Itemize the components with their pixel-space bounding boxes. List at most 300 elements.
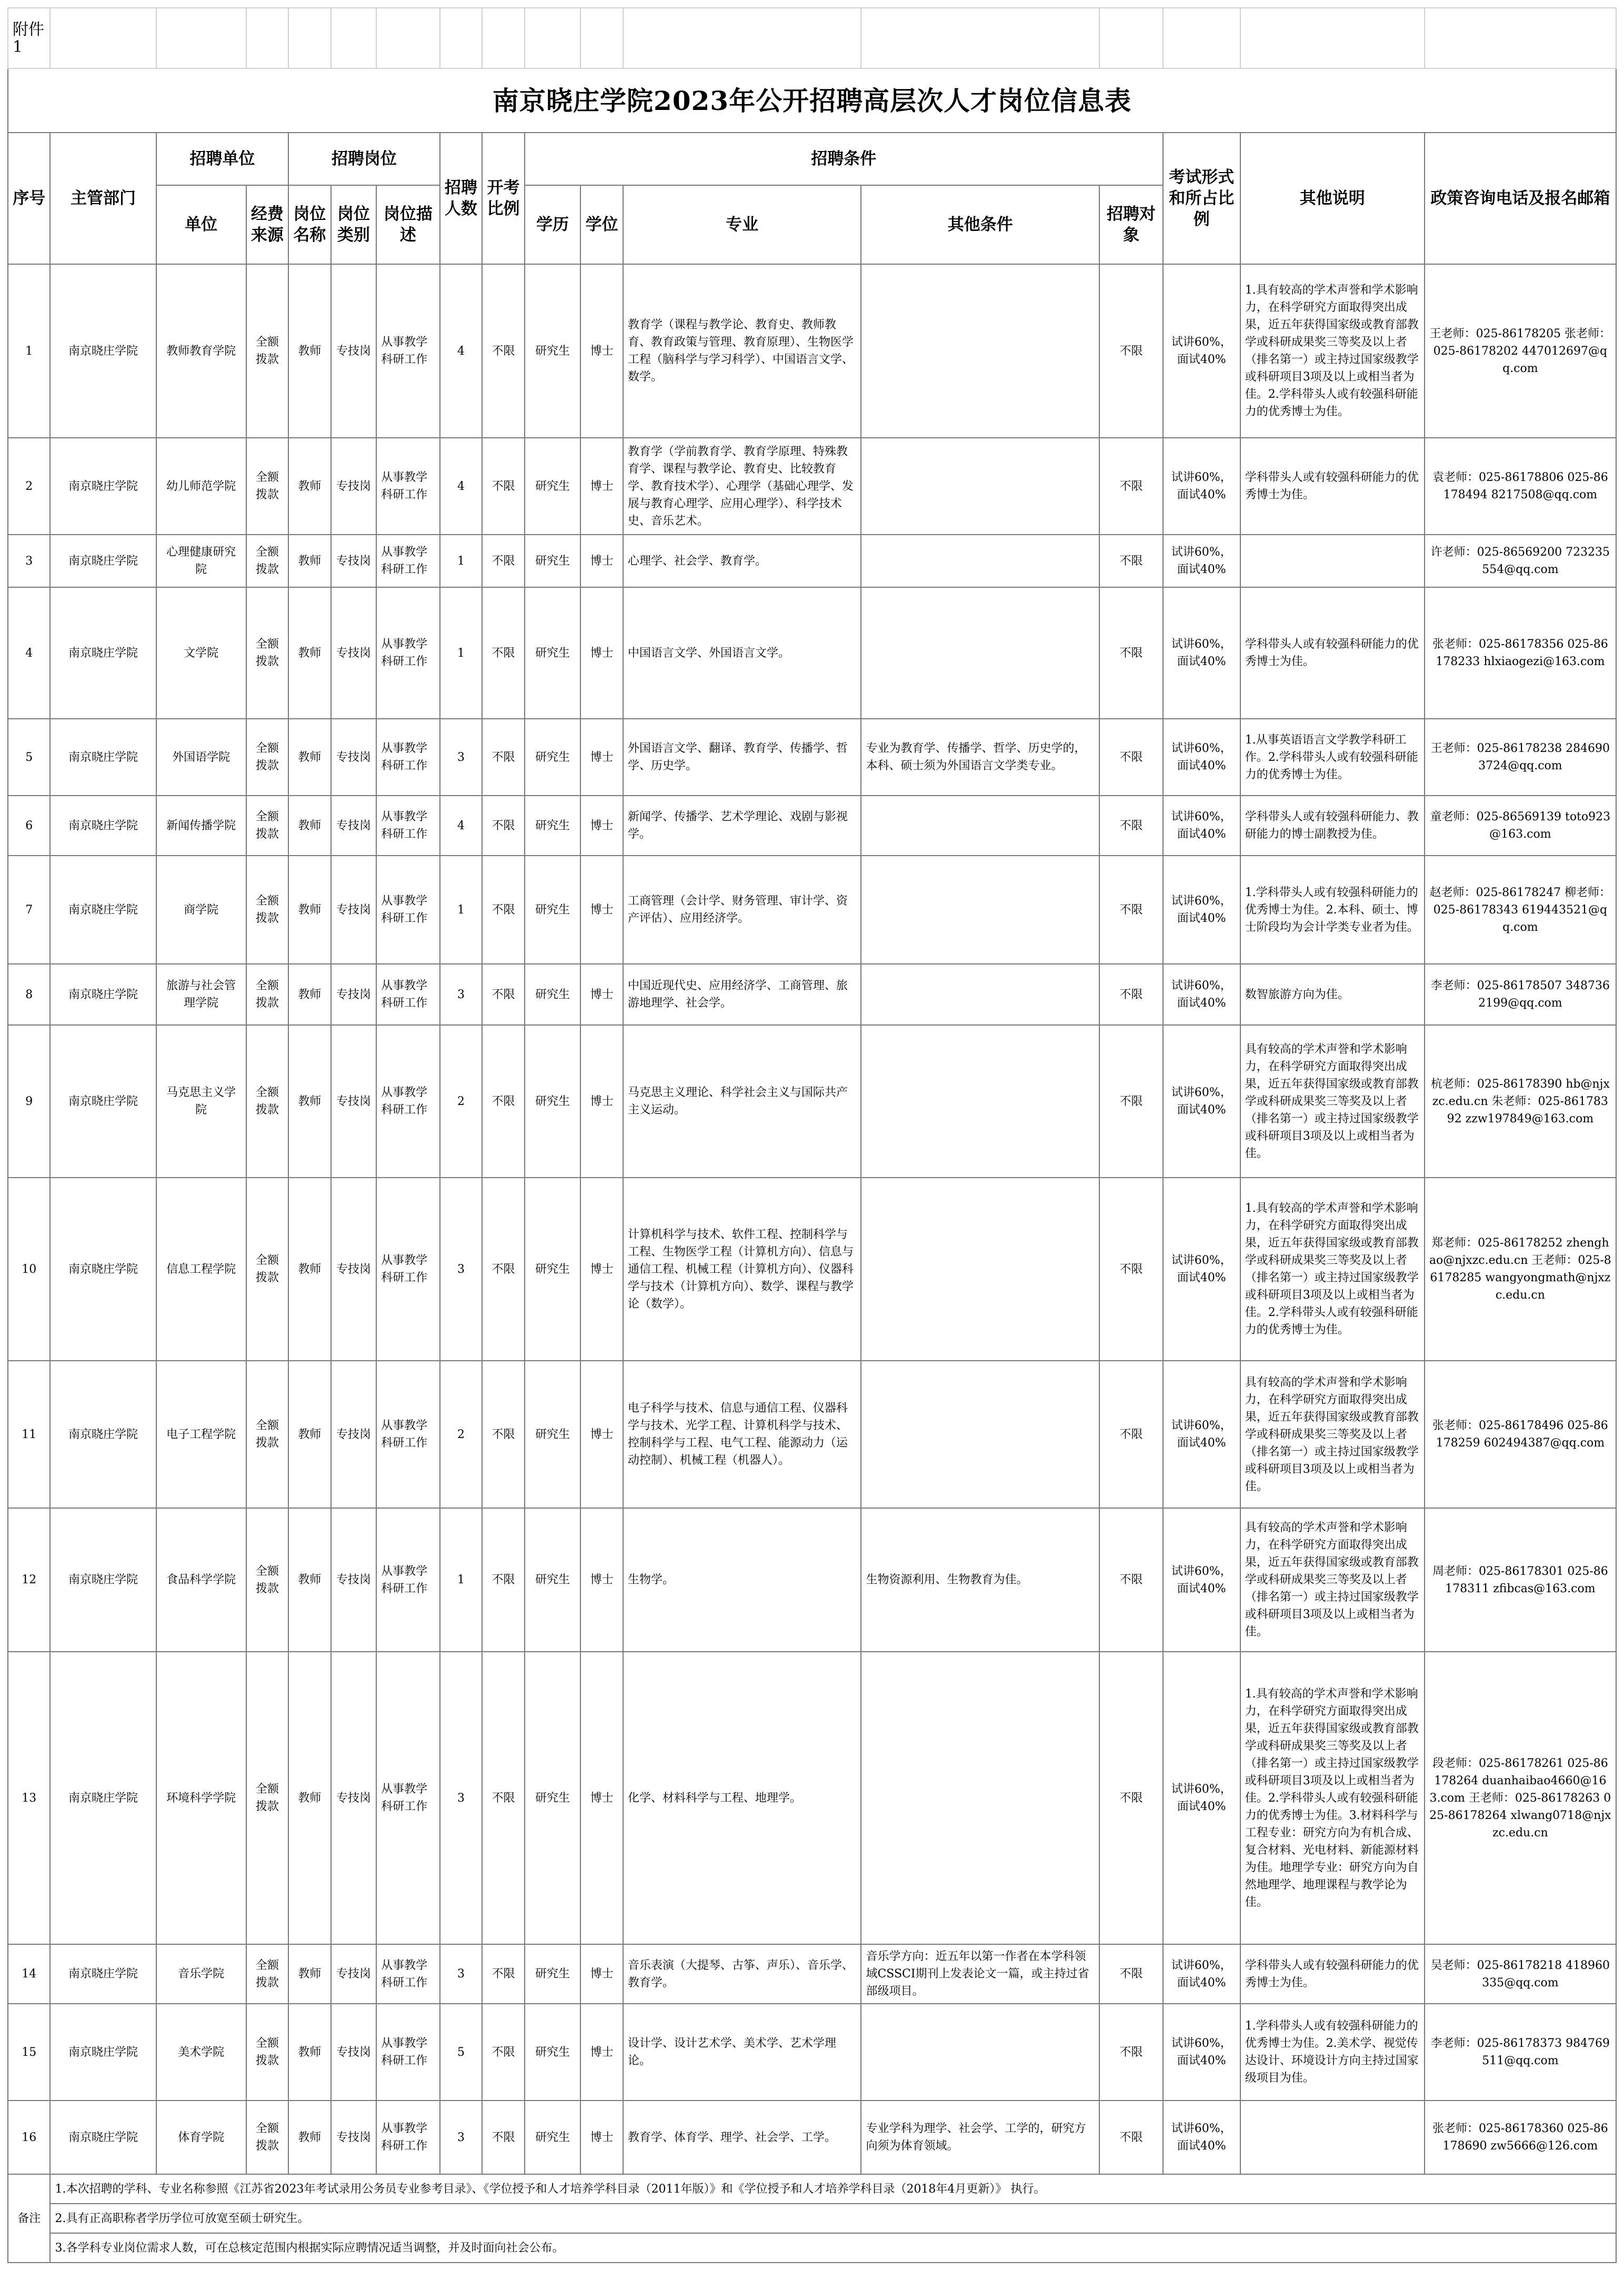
row-post-desc: 从事教学科研工作 bbox=[376, 1361, 440, 1508]
row-contact: 童老师：025-86569139 toto923@163.com bbox=[1425, 796, 1616, 856]
row-degree: 博士 bbox=[580, 1178, 623, 1361]
row-dept: 南京晓庄学院 bbox=[50, 719, 156, 796]
row-degree: 博士 bbox=[580, 264, 623, 438]
row-unit: 美术学院 bbox=[156, 2004, 246, 2101]
row-post-desc: 从事教学科研工作 bbox=[376, 1178, 440, 1361]
row-remarks: 1.具有较高的学术声誉和学术影响力，在科学研究方面取得突出成果，近五年获得国家级或教育部教学或科研成果奖三等奖及以上者（排名第一）或主持过国家级教学或科研项目3项及以上或相当者为佳。2.学科带头人或有较强科研能力的优秀博士为佳。 bbox=[1240, 1178, 1425, 1361]
row-dept: 南京晓庄学院 bbox=[50, 1361, 156, 1508]
row-post-type: 专技岗 bbox=[331, 1361, 377, 1508]
row-exam-form: 试讲60%，面试40% bbox=[1163, 264, 1240, 438]
row-target: 不限 bbox=[1099, 1178, 1163, 1361]
row-funding: 全额拨款 bbox=[246, 1508, 288, 1652]
row-seq: 1 bbox=[8, 264, 50, 438]
row-exam-form: 试讲60%，面试40% bbox=[1163, 2101, 1240, 2174]
row-count: 1 bbox=[440, 587, 482, 719]
row-count: 3 bbox=[440, 1944, 482, 2004]
row-edu: 研究生 bbox=[525, 535, 581, 587]
row-other bbox=[861, 1025, 1099, 1178]
row-count: 4 bbox=[440, 438, 482, 535]
row-target: 不限 bbox=[1099, 856, 1163, 964]
row-edu: 研究生 bbox=[525, 1025, 581, 1178]
row-exam-ratio: 不限 bbox=[482, 719, 524, 796]
row-funding: 全额拨款 bbox=[246, 1361, 288, 1508]
row-target: 不限 bbox=[1099, 438, 1163, 535]
row-funding: 全额拨款 bbox=[246, 796, 288, 856]
row-edu: 研究生 bbox=[525, 1944, 581, 2004]
row-other: 专业为教育学、传播学、哲学、历史学的，本科、硕士须为外国语言文学类专业。 bbox=[861, 719, 1099, 796]
row-remarks: 具有较高的学术声誉和学术影响力，在科学研究方面取得突出成果，近五年获得国家级或教育部教学或科研成果奖三等奖及以上者（排名第一）或主持过国家级教学或科研项目3项及以上或相当者为佳。 bbox=[1240, 1025, 1425, 1178]
row-edu: 研究生 bbox=[525, 964, 581, 1025]
row-exam-ratio: 不限 bbox=[482, 856, 524, 964]
row-other bbox=[861, 535, 1099, 587]
row-remarks: 学科带头人或有较强科研能力的优秀博士为佳。 bbox=[1240, 1944, 1425, 2004]
row-post-desc: 从事教学科研工作 bbox=[376, 796, 440, 856]
row-dept: 南京晓庄学院 bbox=[50, 535, 156, 587]
row-edu: 研究生 bbox=[525, 2004, 581, 2101]
row-unit: 体育学院 bbox=[156, 2101, 246, 2174]
row-degree: 博士 bbox=[580, 796, 623, 856]
row-major: 教育学、体育学、理学、社会学、工学。 bbox=[623, 2101, 861, 2174]
row-degree: 博士 bbox=[580, 1508, 623, 1652]
page-title: 南京晓庄学院2023年公开招聘高层次人才岗位信息表 bbox=[8, 68, 1616, 133]
row-post-type: 专技岗 bbox=[331, 1944, 377, 2004]
row-exam-ratio: 不限 bbox=[482, 964, 524, 1025]
row-exam-ratio: 不限 bbox=[482, 587, 524, 719]
row-post-desc: 从事教学科研工作 bbox=[376, 964, 440, 1025]
row-edu: 研究生 bbox=[525, 264, 581, 438]
row-contact: 张老师：025-86178360 025-86178690 zw5666@126.com bbox=[1425, 2101, 1616, 2174]
row-other: 音乐学方向：近五年以第一作者在本学科领域CSSCI期刊上发表论文一篇，或主持过省部级项目。 bbox=[861, 1944, 1099, 2004]
row-post-desc: 从事教学科研工作 bbox=[376, 438, 440, 535]
row-degree: 博士 bbox=[580, 1652, 623, 1944]
row-exam-form: 试讲60%，面试40% bbox=[1163, 587, 1240, 719]
header-unit: 单位 bbox=[156, 185, 246, 264]
header-funding: 经费来源 bbox=[246, 185, 288, 264]
row-remarks: 数智旅游方向为佳。 bbox=[1240, 964, 1425, 1025]
row-funding: 全额拨款 bbox=[246, 535, 288, 587]
row-edu: 研究生 bbox=[525, 796, 581, 856]
row-dept: 南京晓庄学院 bbox=[50, 964, 156, 1025]
row-post-name: 教师 bbox=[288, 964, 330, 1025]
row-target: 不限 bbox=[1099, 2004, 1163, 2101]
row-major: 中国近现代史、应用经济学、工商管理、旅游地理学、社会学。 bbox=[623, 964, 861, 1025]
row-post-desc: 从事教学科研工作 bbox=[376, 587, 440, 719]
row-seq: 8 bbox=[8, 964, 50, 1025]
row-seq: 14 bbox=[8, 1944, 50, 2004]
row-funding: 全额拨款 bbox=[246, 1178, 288, 1361]
row-major: 音乐表演（大提琴、古筝、声乐）、音乐学、教育学。 bbox=[623, 1944, 861, 2004]
note-item: 1.本次招聘的学科、专业名称参照《江苏省2023年考试录用公务员专业参考目录》、《学位授予和人才培养学科目录（2011年版）》和《学位授予和人才培养学科目录（2018年4月更新）》 执行。 bbox=[50, 2174, 1616, 2204]
row-edu: 研究生 bbox=[525, 1508, 581, 1652]
recruitment-table bbox=[7, 7, 1617, 2263]
row-dept: 南京晓庄学院 bbox=[50, 1944, 156, 2004]
row-count: 4 bbox=[440, 796, 482, 856]
row-post-name: 教师 bbox=[288, 1508, 330, 1652]
row-major: 生物学。 bbox=[623, 1508, 861, 1652]
row-contact: 吴老师：025-86178218 418960335@qq.com bbox=[1425, 1944, 1616, 2004]
row-seq: 10 bbox=[8, 1178, 50, 1361]
row-contact: 王老师：025-86178205 张老师：025-86178202 447012697@qq.com bbox=[1425, 264, 1616, 438]
row-other: 生物资源利用、生物教育为佳。 bbox=[861, 1508, 1099, 1652]
row-dept: 南京晓庄学院 bbox=[50, 2101, 156, 2174]
row-unit: 新闻传播学院 bbox=[156, 796, 246, 856]
row-count: 3 bbox=[440, 719, 482, 796]
row-funding: 全额拨款 bbox=[246, 1652, 288, 1944]
row-target: 不限 bbox=[1099, 2101, 1163, 2174]
header-seq: 序号 bbox=[8, 133, 50, 264]
row-unit: 环境科学学院 bbox=[156, 1652, 246, 1944]
row-post-desc: 从事教学科研工作 bbox=[376, 2101, 440, 2174]
row-funding: 全额拨款 bbox=[246, 719, 288, 796]
row-funding: 全额拨款 bbox=[246, 1944, 288, 2004]
row-post-type: 专技岗 bbox=[331, 264, 377, 438]
notes-label: 备注 bbox=[8, 2174, 50, 2263]
row-other bbox=[861, 1361, 1099, 1508]
row-major: 教育学（学前教育学、教育学原理、特殊教育学、课程与教学论、教育史、比较教育学、教育技术学）、心理学（基础心理学、发展与教育心理学、应用心理学）、科学技术史、音乐艺术。 bbox=[623, 438, 861, 535]
row-contact: 王老师：025-86178238 2846903724@qq.com bbox=[1425, 719, 1616, 796]
row-unit: 商学院 bbox=[156, 856, 246, 964]
row-count: 1 bbox=[440, 535, 482, 587]
row-post-type: 专技岗 bbox=[331, 1178, 377, 1361]
row-degree: 博士 bbox=[580, 1025, 623, 1178]
row-degree: 博士 bbox=[580, 2004, 623, 2101]
row-remarks: 学科带头人或有较强科研能力的优秀博士为佳。 bbox=[1240, 438, 1425, 535]
row-other: 专业学科为理学、社会学、工学的，研究方向须为体育领域。 bbox=[861, 2101, 1099, 2174]
row-edu: 研究生 bbox=[525, 1178, 581, 1361]
row-major: 新闻学、传播学、艺术学理论、戏剧与影视学。 bbox=[623, 796, 861, 856]
note-item: 3.各学科专业岗位需求人数，可在总核定范围内根据实际应聘情况适当调整，并及时面向社会公布。 bbox=[50, 2233, 1616, 2263]
header-post-desc: 岗位描述 bbox=[376, 185, 440, 264]
row-funding: 全额拨款 bbox=[246, 438, 288, 535]
row-count: 1 bbox=[440, 856, 482, 964]
row-count: 5 bbox=[440, 2004, 482, 2101]
row-degree: 博士 bbox=[580, 1361, 623, 1508]
row-dept: 南京晓庄学院 bbox=[50, 856, 156, 964]
row-target: 不限 bbox=[1099, 264, 1163, 438]
row-post-name: 教师 bbox=[288, 2101, 330, 2174]
row-post-type: 专技岗 bbox=[331, 535, 377, 587]
row-other bbox=[861, 438, 1099, 535]
row-major: 马克思主义理论、科学社会主义与国际共产主义运动。 bbox=[623, 1025, 861, 1178]
row-exam-form: 试讲60%，面试40% bbox=[1163, 535, 1240, 587]
header-contact: 政策咨询电话及报名邮箱 bbox=[1425, 133, 1616, 264]
row-exam-ratio: 不限 bbox=[482, 264, 524, 438]
row-contact: 周老师：025-86178301 025-86178311 zfibcas@163.com bbox=[1425, 1508, 1616, 1652]
row-dept: 南京晓庄学院 bbox=[50, 264, 156, 438]
row-post-desc: 从事教学科研工作 bbox=[376, 264, 440, 438]
row-exam-ratio: 不限 bbox=[482, 1025, 524, 1178]
header-post-type: 岗位类别 bbox=[331, 185, 377, 264]
header-post-group: 招聘岗位 bbox=[288, 133, 440, 185]
row-other bbox=[861, 1652, 1099, 1944]
row-remarks: 具有较高的学术声誉和学术影响力，在科学研究方面取得突出成果，近五年获得国家级或教育部教学或科研成果奖三等奖及以上者（排名第一）或主持过国家级教学或科研项目3项及以上或相当者为佳。 bbox=[1240, 1361, 1425, 1508]
row-target: 不限 bbox=[1099, 1652, 1163, 1944]
row-unit: 电子工程学院 bbox=[156, 1361, 246, 1508]
row-seq: 11 bbox=[8, 1361, 50, 1508]
row-other bbox=[861, 964, 1099, 1025]
row-remarks: 1.具有较高的学术声誉和学术影响力，在科学研究方面取得突出成果，近五年获得国家级或教育部教学或科研成果奖三等奖及以上者（排名第一）或主持过国家级教学或科研项目3项及以上或相当者为佳。2.学科带头人或有较强科研能力的优秀博士为佳。 bbox=[1240, 264, 1425, 438]
row-target: 不限 bbox=[1099, 587, 1163, 719]
row-exam-form: 试讲60%，面试40% bbox=[1163, 1508, 1240, 1652]
table-row bbox=[8, 1178, 1616, 1361]
row-contact: 郑老师：025-86178252 zhenghao@njxzc.edu.cn 王老师：025-86178285 wangyongmath@njxzc.edu.cn bbox=[1425, 1178, 1616, 1361]
row-seq: 13 bbox=[8, 1652, 50, 1944]
row-degree: 博士 bbox=[580, 438, 623, 535]
row-edu: 研究生 bbox=[525, 1652, 581, 1944]
row-seq: 3 bbox=[8, 535, 50, 587]
row-major: 化学、材料科学与工程、地理学。 bbox=[623, 1652, 861, 1944]
row-exam-form: 试讲60%，面试40% bbox=[1163, 964, 1240, 1025]
row-seq: 5 bbox=[8, 719, 50, 796]
row-major: 计算机科学与技术、软件工程、控制科学与工程、生物医学工程（计算机方向）、信息与通信工程、机械工程（计算机方向）、仪器科学与技术（计算机方向）、数学、课程与教学论（数学）。 bbox=[623, 1178, 861, 1361]
row-funding: 全额拨款 bbox=[246, 856, 288, 964]
table-row bbox=[8, 1025, 1616, 1178]
row-degree: 博士 bbox=[580, 1944, 623, 2004]
header-count: 招聘人数 bbox=[440, 133, 482, 264]
row-post-name: 教师 bbox=[288, 796, 330, 856]
row-post-type: 专技岗 bbox=[331, 796, 377, 856]
row-post-desc: 从事教学科研工作 bbox=[376, 719, 440, 796]
row-major: 中国语言文学、外国语言文学。 bbox=[623, 587, 861, 719]
row-target: 不限 bbox=[1099, 796, 1163, 856]
row-dept: 南京晓庄学院 bbox=[50, 1508, 156, 1652]
row-target: 不限 bbox=[1099, 1025, 1163, 1178]
row-post-type: 专技岗 bbox=[331, 2004, 377, 2101]
row-contact: 赵老师：025-86178247 柳老师：025-86178343 619443521@qq.com bbox=[1425, 856, 1616, 964]
table-row bbox=[8, 856, 1616, 964]
row-other bbox=[861, 796, 1099, 856]
row-count: 4 bbox=[440, 264, 482, 438]
row-post-type: 专技岗 bbox=[331, 719, 377, 796]
row-unit: 教师教育学院 bbox=[156, 264, 246, 438]
row-other bbox=[861, 1178, 1099, 1361]
row-exam-ratio: 不限 bbox=[482, 1361, 524, 1508]
row-funding: 全额拨款 bbox=[246, 1025, 288, 1178]
row-major: 设计学、设计艺术学、美术学、艺术学理论。 bbox=[623, 2004, 861, 2101]
row-post-name: 教师 bbox=[288, 719, 330, 796]
row-major: 外国语言文学、翻译、教育学、传播学、哲学、历史学。 bbox=[623, 719, 861, 796]
row-target: 不限 bbox=[1099, 535, 1163, 587]
row-unit: 信息工程学院 bbox=[156, 1178, 246, 1361]
row-remarks: 学科带头人或有较强科研能力的优秀博士为佳。 bbox=[1240, 587, 1425, 719]
header-exam-form: 考试形式和所占比例 bbox=[1163, 133, 1240, 264]
row-post-name: 教师 bbox=[288, 856, 330, 964]
row-post-name: 教师 bbox=[288, 1652, 330, 1944]
row-count: 3 bbox=[440, 964, 482, 1025]
row-exam-form: 试讲60%，面试40% bbox=[1163, 2004, 1240, 2101]
row-post-name: 教师 bbox=[288, 264, 330, 438]
row-post-name: 教师 bbox=[288, 1025, 330, 1178]
row-degree: 博士 bbox=[580, 856, 623, 964]
row-seq: 2 bbox=[8, 438, 50, 535]
row-contact: 李老师：025-86178373 984769511@qq.com bbox=[1425, 2004, 1616, 2101]
row-exam-ratio: 不限 bbox=[482, 1508, 524, 1652]
row-degree: 博士 bbox=[580, 587, 623, 719]
header-degree: 学位 bbox=[580, 185, 623, 264]
row-funding: 全额拨款 bbox=[246, 587, 288, 719]
row-funding: 全额拨款 bbox=[246, 2004, 288, 2101]
row-unit: 心理健康研究院 bbox=[156, 535, 246, 587]
row-post-desc: 从事教学科研工作 bbox=[376, 535, 440, 587]
row-edu: 研究生 bbox=[525, 2101, 581, 2174]
row-exam-form: 试讲60%，面试40% bbox=[1163, 796, 1240, 856]
table-row bbox=[8, 587, 1616, 719]
row-remarks: 1.从事英语语言文学教学科研工作。2.学科带头人或有较强科研能力的优秀博士为佳。 bbox=[1240, 719, 1425, 796]
row-target: 不限 bbox=[1099, 964, 1163, 1025]
header-major: 专业 bbox=[623, 185, 861, 264]
row-exam-ratio: 不限 bbox=[482, 796, 524, 856]
table-row bbox=[8, 1361, 1616, 1508]
row-exam-form: 试讲60%，面试40% bbox=[1163, 1361, 1240, 1508]
row-post-desc: 从事教学科研工作 bbox=[376, 856, 440, 964]
row-remarks: 学科带头人或有较强科研能力、教研能力的博士副教授为佳。 bbox=[1240, 796, 1425, 856]
row-dept: 南京晓庄学院 bbox=[50, 1178, 156, 1361]
row-post-name: 教师 bbox=[288, 587, 330, 719]
row-contact: 李老师：025-86178507 3487362199@qq.com bbox=[1425, 964, 1616, 1025]
row-dept: 南京晓庄学院 bbox=[50, 438, 156, 535]
header-edu: 学历 bbox=[525, 185, 581, 264]
row-exam-ratio: 不限 bbox=[482, 1944, 524, 2004]
table-row bbox=[8, 1652, 1616, 1944]
table-row bbox=[8, 1944, 1616, 2004]
row-other bbox=[861, 856, 1099, 964]
row-seq: 15 bbox=[8, 2004, 50, 2101]
row-contact: 许老师：025-86569200 723235554@qq.com bbox=[1425, 535, 1616, 587]
row-post-type: 专技岗 bbox=[331, 587, 377, 719]
row-target: 不限 bbox=[1099, 1944, 1163, 2004]
header-target: 招聘对象 bbox=[1099, 185, 1163, 264]
row-post-name: 教师 bbox=[288, 2004, 330, 2101]
row-funding: 全额拨款 bbox=[246, 2101, 288, 2174]
row-post-type: 专技岗 bbox=[331, 1508, 377, 1652]
row-unit: 音乐学院 bbox=[156, 1944, 246, 2004]
row-seq: 16 bbox=[8, 2101, 50, 2174]
row-exam-form: 试讲60%，面试40% bbox=[1163, 719, 1240, 796]
row-unit: 文学院 bbox=[156, 587, 246, 719]
row-degree: 博士 bbox=[580, 964, 623, 1025]
row-remarks: 1.学科带头人或有较强科研能力的优秀博士为佳。2.本科、硕士、博士阶段均为会计学类专业者为佳。 bbox=[1240, 856, 1425, 964]
header-unit-group: 招聘单位 bbox=[156, 133, 288, 185]
row-major: 心理学、社会学、教育学。 bbox=[623, 535, 861, 587]
row-post-desc: 从事教学科研工作 bbox=[376, 1025, 440, 1178]
row-exam-ratio: 不限 bbox=[482, 1178, 524, 1361]
row-target: 不限 bbox=[1099, 1508, 1163, 1652]
row-edu: 研究生 bbox=[525, 587, 581, 719]
row-funding: 全额拨款 bbox=[246, 964, 288, 1025]
row-other bbox=[861, 2004, 1099, 2101]
row-contact: 袁老师：025-86178806 025-86178494 8217508@qq.com bbox=[1425, 438, 1616, 535]
row-seq: 7 bbox=[8, 856, 50, 964]
row-count: 2 bbox=[440, 1025, 482, 1178]
row-post-type: 专技岗 bbox=[331, 1652, 377, 1944]
row-count: 3 bbox=[440, 1652, 482, 1944]
note-item: 2.具有正高职称者学历学位可放宽至硕士研究生。 bbox=[50, 2204, 1616, 2233]
row-unit: 外国语学院 bbox=[156, 719, 246, 796]
row-post-desc: 从事教学科研工作 bbox=[376, 1944, 440, 2004]
row-seq: 4 bbox=[8, 587, 50, 719]
row-post-name: 教师 bbox=[288, 1944, 330, 2004]
row-unit: 旅游与社会管理学院 bbox=[156, 964, 246, 1025]
row-seq: 12 bbox=[8, 1508, 50, 1652]
header-post-name: 岗位名称 bbox=[288, 185, 330, 264]
row-edu: 研究生 bbox=[525, 1361, 581, 1508]
row-count: 3 bbox=[440, 1178, 482, 1361]
row-contact: 张老师：025-86178496 025-86178259 602494387@qq.com bbox=[1425, 1361, 1616, 1508]
row-major: 教育学（课程与教学论、教育史、教师教育、教育政策与管理、教育原理）、生物医学工程（脑科学与学习科学）、中国语言文学、数学。 bbox=[623, 264, 861, 438]
row-dept: 南京晓庄学院 bbox=[50, 1652, 156, 1944]
row-count: 1 bbox=[440, 1508, 482, 1652]
table-row bbox=[8, 719, 1616, 796]
row-exam-form: 试讲60%，面试40% bbox=[1163, 856, 1240, 964]
row-exam-ratio: 不限 bbox=[482, 1652, 524, 1944]
row-degree: 博士 bbox=[580, 719, 623, 796]
row-target: 不限 bbox=[1099, 1361, 1163, 1508]
header-dept: 主管部门 bbox=[50, 133, 156, 264]
table-row bbox=[8, 964, 1616, 1025]
row-post-name: 教师 bbox=[288, 1178, 330, 1361]
row-contact: 张老师：025-86178356 025-86178233 hlxiaogezi@163.com bbox=[1425, 587, 1616, 719]
row-exam-form: 试讲60%，面试40% bbox=[1163, 1025, 1240, 1178]
row-other bbox=[861, 264, 1099, 438]
row-exam-ratio: 不限 bbox=[482, 2101, 524, 2174]
row-dept: 南京晓庄学院 bbox=[50, 2004, 156, 2101]
row-unit: 食品科学学院 bbox=[156, 1508, 246, 1652]
header-remarks: 其他说明 bbox=[1240, 133, 1425, 264]
row-post-desc: 从事教学科研工作 bbox=[376, 1508, 440, 1652]
row-seq: 6 bbox=[8, 796, 50, 856]
row-exam-form: 试讲60%，面试40% bbox=[1163, 1178, 1240, 1361]
row-count: 2 bbox=[440, 1361, 482, 1508]
row-count: 3 bbox=[440, 2101, 482, 2174]
annex-label: 附件1 bbox=[8, 8, 50, 68]
row-major: 电子科学与技术、信息与通信工程、仪器科学与技术、光学工程、计算机科学与技术、控制科学与工程、电气工程、能源动力（运动控制）、机械工程（机器人）。 bbox=[623, 1361, 861, 1508]
row-degree: 博士 bbox=[580, 535, 623, 587]
row-post-name: 教师 bbox=[288, 438, 330, 535]
row-seq: 9 bbox=[8, 1025, 50, 1178]
row-exam-ratio: 不限 bbox=[482, 438, 524, 535]
row-dept: 南京晓庄学院 bbox=[50, 587, 156, 719]
header-exam-ratio: 开考比例 bbox=[482, 133, 524, 264]
row-other bbox=[861, 587, 1099, 719]
row-remarks: 1.具有较高的学术声誉和学术影响力，在科学研究方面取得突出成果，近五年获得国家级或教育部教学或科研成果奖三等奖及以上者（排名第一）或主持过国家级教学或科研项目3项及以上或相当者为佳。2.学科带头人或有较强科研能力的优秀博士为佳。3.材料科学与工程专业：研究方向为有机合成、复合材料、光电材料、新能源材料为佳。地理学专业：研究方向为自然地理学、地理课程与教学论为佳。 bbox=[1240, 1652, 1425, 1944]
row-unit: 幼儿师范学院 bbox=[156, 438, 246, 535]
row-edu: 研究生 bbox=[525, 856, 581, 964]
row-exam-form: 试讲60%，面试40% bbox=[1163, 1652, 1240, 1944]
table-row bbox=[8, 1508, 1616, 1652]
table-row bbox=[8, 264, 1616, 438]
row-post-type: 专技岗 bbox=[331, 856, 377, 964]
header-other: 其他条件 bbox=[861, 185, 1099, 264]
row-dept: 南京晓庄学院 bbox=[50, 1025, 156, 1178]
row-post-desc: 从事教学科研工作 bbox=[376, 1652, 440, 1944]
row-degree: 博士 bbox=[580, 2101, 623, 2174]
row-exam-form: 试讲60%，面试40% bbox=[1163, 438, 1240, 535]
table-row bbox=[8, 796, 1616, 856]
row-remarks bbox=[1240, 535, 1425, 587]
row-remarks: 1.学科带头人或有较强科研能力的优秀博士为佳。2.美术学、视觉传达设计、环境设计方向主持过国家级项目为佳。 bbox=[1240, 2004, 1425, 2101]
row-remarks bbox=[1240, 2101, 1425, 2174]
row-major: 工商管理（会计学、财务管理、审计学、资产评估）、应用经济学。 bbox=[623, 856, 861, 964]
row-exam-ratio: 不限 bbox=[482, 2004, 524, 2101]
row-post-name: 教师 bbox=[288, 535, 330, 587]
row-edu: 研究生 bbox=[525, 438, 581, 535]
row-contact: 段老师：025-86178261 025-86178264 duanhaibao4660@163.com 王老师：025-86178263 025-86178264 xlwang0718@njxzc.edu.cn bbox=[1425, 1652, 1616, 1944]
row-post-name: 教师 bbox=[288, 1361, 330, 1508]
row-post-type: 专技岗 bbox=[331, 2101, 377, 2174]
row-exam-form: 试讲60%，面试40% bbox=[1163, 1944, 1240, 2004]
row-remarks: 具有较高的学术声誉和学术影响力，在科学研究方面取得突出成果，近五年获得国家级或教育部教学或科研成果奖三等奖及以上者（排名第一）或主持过国家级教学或科研项目3项及以上或相当者为佳。 bbox=[1240, 1508, 1425, 1652]
table-row bbox=[8, 535, 1616, 587]
